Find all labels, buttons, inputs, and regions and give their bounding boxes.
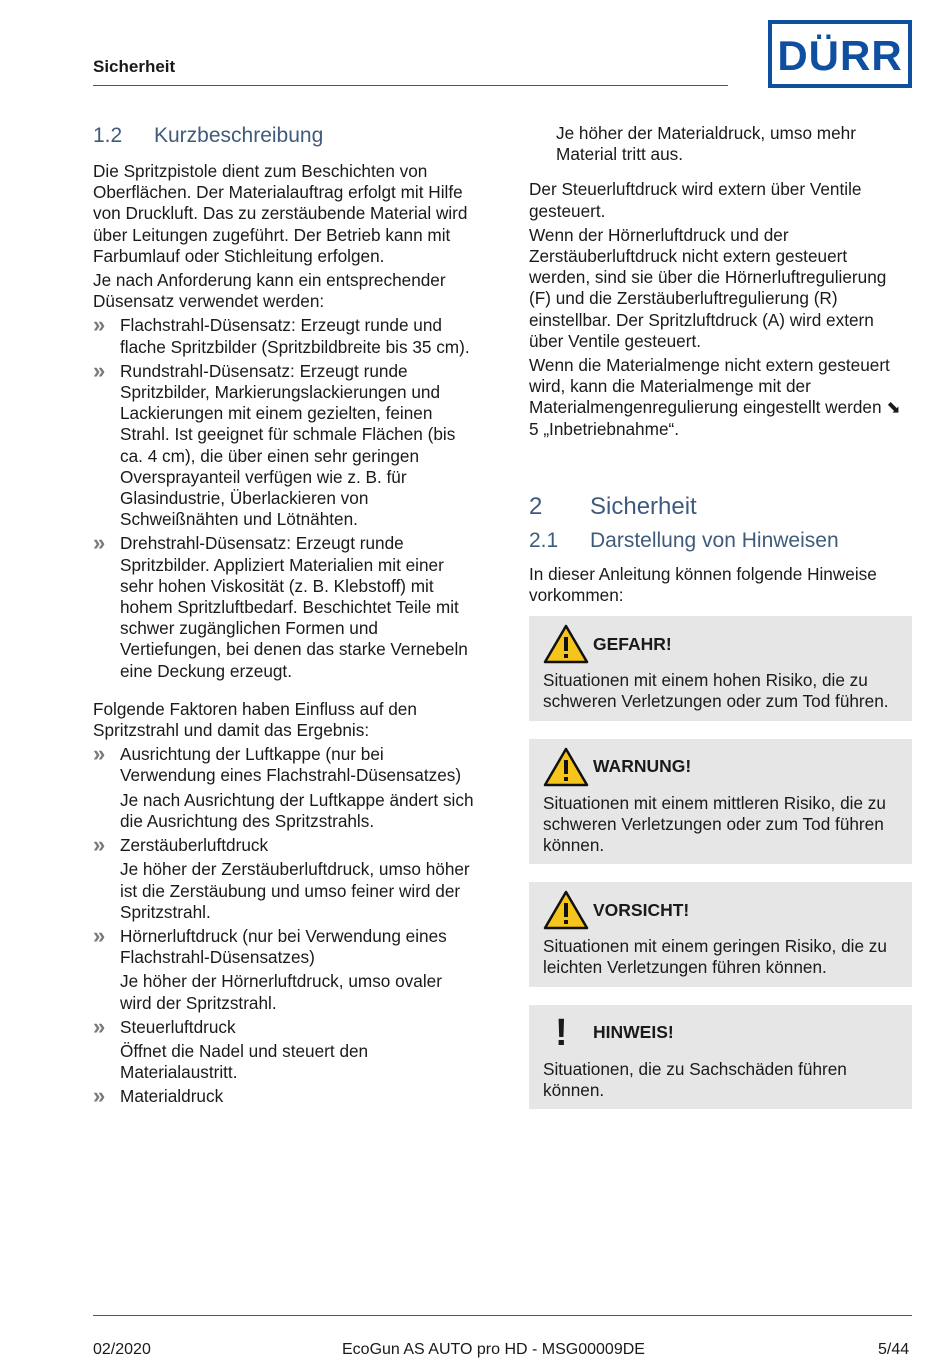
- list-item: [93, 741, 478, 786]
- factor-desc: Je höher der Zerstäuberluftdruck, umso höher ist die Zerstäubung und umso feiner wird der Spritzstrahl.: [120, 859, 470, 922]
- footer-document-id: EcoGun AS AUTO pro HD - MSG00009DE: [342, 1341, 645, 1358]
- bullet-icon: »: [93, 357, 104, 383]
- chapter-title: Sicherheit: [590, 492, 697, 520]
- logo-text: DÜRR: [777, 32, 903, 79]
- header-title: Sicherheit: [93, 57, 176, 76]
- factors-intro: Folgende Faktoren haben Einfluss auf den Spritzstrahl und damit das Ergebnis:: [93, 698, 417, 741]
- bullet-icon: »: [93, 1083, 104, 1109]
- footer-page-number: 5/44: [878, 1341, 910, 1358]
- nozzle-intro: Je nach Anforderung kann ein entsprechender Düsensatz verwendet werden:: [93, 270, 446, 312]
- factor-label: Ausrichtung der Luftkappe (nur bei Verwendung eines Flachstrahl-Düsensatzes): [120, 744, 462, 786]
- chapter-number: 2: [529, 492, 543, 520]
- paragraph: Wenn die Materialmenge nicht extern gesteuert wird, kann die Materialmenge mit der Materialmengenregulierung eingestellt werden ⬊ 5 „Inbetriebnahme“.: [529, 355, 901, 439]
- nozzle-flat: Flachstrahl-Düsensatz: Erzeugt runde und flache Spritzbilder (Spritzbildbreite bis 35 cm).: [120, 315, 470, 357]
- paragraph: Wenn der Hörnerluftdruck und der Zerstäuberluftdruck nicht extern gesteuert werden, sind sie über die Hörnerluftregulierung (F) und die Zerstäuberluftregulierung (R) einstellbar. Der Spritzluftdruck (A) wird extern über Ventile gesteuert.: [529, 224, 887, 351]
- note-label: VORSICHT!: [593, 899, 690, 920]
- factor-desc: Je höher der Hörnerluftdruck, umso ovaler wird der Spritzstrahl.: [120, 971, 442, 1013]
- section-heading-1-2: [93, 123, 478, 149]
- list-item: [93, 312, 478, 357]
- exclamation-icon: !: [555, 1011, 568, 1054]
- note-box-caution: [529, 882, 912, 986]
- section-number: 1.2: [93, 124, 123, 147]
- factor-label: Zerstäuberluftdruck: [120, 835, 269, 856]
- list-item: [93, 1013, 478, 1039]
- list-item: [93, 832, 478, 858]
- note-text: Situationen mit einem mittleren Risiko, die zu schweren Verletzungen oder zum Tod führen können.: [543, 792, 886, 856]
- warning-triangle-icon: [543, 747, 589, 787]
- duerr-logo: [768, 20, 912, 88]
- footer-divider: [93, 1315, 912, 1316]
- warning-triangle-icon: [543, 890, 589, 930]
- bullet-icon: »: [93, 1013, 104, 1039]
- footer-date: 02/2020: [93, 1341, 151, 1358]
- note-text: Situationen mit einem geringen Risiko, die zu leichten Verletzungen führen können.: [543, 936, 887, 978]
- factor-desc: Öffnet die Nadel und steuert den Materialaustritt.: [120, 1040, 369, 1083]
- paragraph: Der Steuerluftdruck wird extern über Ventile gesteuert.: [529, 179, 862, 221]
- bullet-icon: »: [93, 832, 104, 858]
- note-text: Situationen, die zu Sachschäden führen können.: [543, 1058, 847, 1100]
- bullet-icon: »: [93, 922, 104, 948]
- left-column: [93, 123, 478, 1111]
- chapter-heading-2: [529, 492, 912, 522]
- section-title: Kurzbeschreibung: [154, 124, 324, 147]
- factor-label: Materialdruck: [120, 1086, 224, 1107]
- note-label: WARNUNG!: [593, 756, 692, 777]
- list-item: [93, 922, 478, 968]
- bullet-icon: »: [93, 312, 104, 338]
- list-item: [93, 1083, 478, 1109]
- note-box-warning: [529, 739, 912, 865]
- factor-label: Steuerluftdruck: [120, 1016, 236, 1037]
- note-box-notice: [529, 1005, 912, 1109]
- section-number: 2.1: [529, 528, 559, 552]
- note-box-danger: [529, 616, 912, 720]
- nozzle-round: Rundstrahl-Düsensatz: Erzeugt runde Spritzbilder, Markierungslackierungen und Lackierungen mit einem gezielten, feinen Strahl. Ist geeignet für schmale Flächen (bis ca. 4 cm), die über einen sehr geringen Oversprayanteil verfügen wie z. B. für Glasindustrie, Überlackieren von Schweißnähten und Lötnähten.: [120, 360, 456, 530]
- nozzle-swirl: Drehstrahl-Düsensatz: Erzeugt runde Spritzbilder. Appliziert Materialien mit einer sehr hohen Viskosität (z. B. Klebstoff) mit hohem Spritzluftbedarf. Beschichtet Teile mit schwer zugänglichen Formen und Vertiefungen, bei denen das starke Vernebeln eine Deckung erzeugt.: [120, 533, 468, 681]
- section-title: Darstellung von Hinweisen: [590, 528, 839, 552]
- bullet-icon: »: [93, 741, 104, 767]
- notes-intro: In dieser Anleitung können folgende Hinweise vorkommen:: [529, 563, 877, 606]
- note-label: GEFAHR!: [593, 633, 672, 654]
- factor-label: Hörnerluftdruck (nur bei Verwendung eines Flachstrahl-Düsensatzes): [120, 925, 447, 968]
- intro-paragraph: Die Spritzpistole dient zum Beschichten von Oberflächen. Der Materialauftrag erfolgt mit Hilfe von Druckluft. Das zu zerstäubende Material wird über Leitungen zugeführt. Der Betrieb kann mit Farbumlauf oder Stichleitung erfolgen.: [93, 161, 468, 266]
- right-column: [529, 123, 912, 1127]
- note-text: Situationen mit einem hohen Risiko, die zu schweren Verletzungen oder zum Tod führen.: [543, 670, 889, 712]
- note-label: HINWEIS!: [593, 1022, 674, 1043]
- bullet-icon: »: [93, 530, 104, 556]
- warning-triangle-icon: [543, 624, 589, 664]
- factor-desc: Je höher der Materialdruck, umso mehr Material tritt aus.: [556, 123, 856, 165]
- list-item: [93, 530, 478, 681]
- list-item: [93, 357, 478, 531]
- section-heading-2-1: [529, 528, 912, 554]
- header-divider: [93, 85, 728, 86]
- factor-desc: Je nach Ausrichtung der Luftkappe ändert sich die Ausrichtung des Spritzstrahls.: [120, 789, 474, 831]
